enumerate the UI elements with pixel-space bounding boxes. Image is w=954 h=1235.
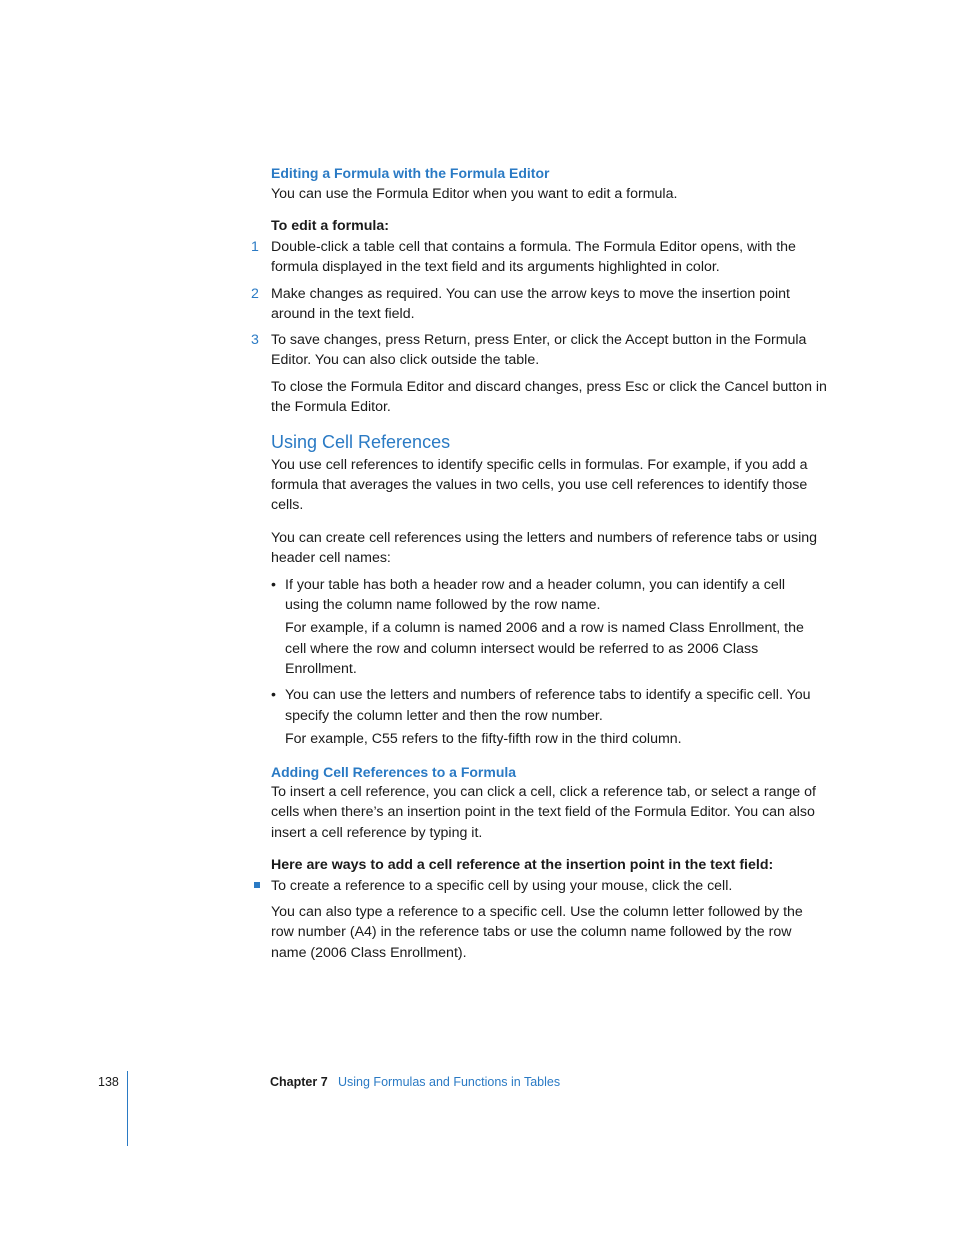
paragraph: header cell names: [271,550,391,566]
step-text: formula displayed in the text field and its arguments highlighted in color. [271,259,720,275]
close-note: the Formula Editor. [271,399,391,415]
chapter-label: Chapter 7 [270,1075,328,1089]
list-item-note: row number (A4) in the reference tabs or use the column name followed by the row [271,924,792,940]
intro-text: You can use the Formula Editor when you want to edit a formula. [271,186,678,202]
footer-divider [127,1071,128,1146]
bullet-example: cell where the row and column intersect would be referred to as 2006 Class [285,641,759,657]
bullet-example: Enrollment. [285,661,357,677]
list-item-note: You can also type a reference to a specific cell. Use the column letter followed by the [271,904,803,920]
step-number: 2 [251,286,259,302]
paragraph: You use cell references to identify specific cells in formulas. For example, if you add a [271,457,808,473]
list-item-text: To create a reference to a specific cell by using your mouse, click the cell. [271,878,733,894]
step-text: Double-click a table cell that contains a formula. The Formula Editor opens, with the [271,239,796,255]
step-number: 3 [251,332,259,348]
paragraph: To insert a cell reference, you can click a cell, click a reference tab, or select a range of [271,784,816,800]
section-heading: Editing a Formula with the Formula Editor [271,165,550,181]
bullet-text: using the column name followed by the row name. [285,597,601,613]
bullet-text: You can use the letters and numbers of reference tabs to identify a specific cell. You [285,687,811,703]
bullet-marker: • [271,687,276,703]
step-text: around in the text field. [271,306,415,322]
page-number: 138 [98,1075,119,1089]
close-note: To close the Formula Editor and discard changes, press Esc or click the Cancel button in [271,379,827,395]
square-bullet-icon [254,882,260,888]
step-text: Make changes as required. You can use the arrow keys to move the insertion point [271,286,790,302]
paragraph: You can create cell references using the letters and numbers of reference tabs or using [271,530,818,546]
step-number: 1 [251,239,259,255]
bullet-example: For example, if a column is named 2006 and a row is named Class Enrollment, the [285,620,804,636]
paragraph: formula that averages the values in two cells, you use cell references to identify those [271,477,808,493]
section-heading: Adding Cell References to a Formula [271,764,517,780]
step-text: To save changes, press Return, press Enter, or click the Accept button in the Formula [271,332,807,348]
bullet-text: specify the column letter and then the row number. [285,708,603,724]
paragraph: cells when there’s an insertion point in the text field of the Formula Editor. You can also [271,804,815,820]
step-text: Editor. You can also click outside the table. [271,352,540,368]
list-item-note: name (2006 Class Enrollment). [271,945,467,961]
section-title: Using Cell References [271,432,451,452]
task-label: To edit a formula: [271,218,389,234]
paragraph: insert a cell reference by typing it. [271,825,483,841]
bullet-marker: • [271,577,276,593]
bullet-example: For example, C55 refers to the fifty-fifth row in the third column. [285,731,682,747]
chapter-title: Using Formulas and Functions in Tables [338,1075,561,1089]
task-label: Here are ways to add a cell reference at the insertion point in the text field: [271,857,774,873]
bullet-text: If your table has both a header row and a header column, you can identify a cell [285,577,786,593]
paragraph: cells. [271,497,304,513]
